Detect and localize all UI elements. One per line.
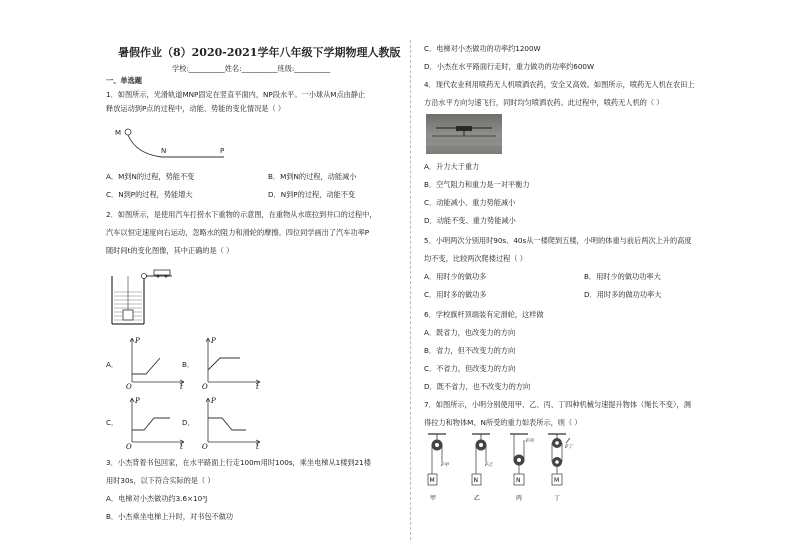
svg-text:t: t (256, 443, 259, 450)
section-heading: 一、单选题 (106, 76, 142, 85)
svg-text:O: O (126, 443, 132, 450)
info-line: 学校:__________姓名:__________班级:__________ (172, 64, 331, 73)
svg-text:N: N (516, 477, 521, 484)
q4-option-c[interactable]: C．动能减小、重力势能减小 (424, 198, 516, 207)
label-n: N (161, 147, 167, 155)
q6-line1: 6．学校旗杆顶端装有定滑轮，这样做 (424, 310, 544, 319)
q2-option-a-label[interactable]: A． (106, 360, 119, 369)
pulley-icon (142, 274, 147, 279)
q7-pulley-figure (424, 432, 594, 504)
q5-option-c[interactable]: C．用时多的做功多 (424, 290, 487, 299)
page-title: 暑假作业（8）2020-2021学年八年级下学期物理人教版 (118, 46, 401, 59)
pulley-bing (510, 434, 535, 502)
svg-text:O: O (202, 383, 208, 390)
pulley-yi (472, 434, 493, 502)
q4-option-a[interactable]: A．升力大于重力 (424, 162, 480, 171)
q3-option-d[interactable]: D．小杰在水平路面行走时，重力做功的功率约600W (424, 62, 595, 71)
q7-line1: 7．如图所示，小明分别使用甲、乙、丙、丁四种机械匀速提升物体（绳长不变），测 (424, 400, 691, 409)
column-divider (410, 40, 411, 540)
svg-text:F乙: F乙 (485, 463, 493, 468)
svg-text:O: O (202, 443, 208, 450)
q1-line2: 释放运动到P点的过程中，动能、势能的变化情况是（ ） (106, 104, 286, 113)
svg-text:甲: 甲 (430, 495, 437, 502)
heavy-object (123, 310, 133, 320)
q5-option-d[interactable]: D．用时多的做功功率大 (584, 290, 662, 299)
q3-line2: 用时30s，以下符合实际的是（ ） (106, 476, 215, 485)
q5-option-b[interactable]: B．用时少的做功功率大 (584, 272, 661, 281)
svg-text:丁: 丁 (554, 495, 561, 502)
svg-text:t: t (180, 383, 183, 390)
curved-track (128, 135, 162, 157)
q1-option-d[interactable]: D．N到P的过程，动能不变 (268, 190, 356, 199)
q7-line2: 得拉力和物体M、N所受的重力如表所示，则（ ） (424, 418, 582, 427)
q4-option-d[interactable]: D．动能不变、重力势能减小 (424, 216, 516, 225)
q2-line2: 汽车以恒定速度向右运动，忽略水的阻力和滑轮的摩擦。四位同学画出了汽车功率P (106, 228, 370, 237)
q2-graph-b[interactable] (200, 334, 266, 390)
svg-text:P: P (135, 397, 140, 405)
q1-line1: 1．如图所示，光滑轨道MNP固定在竖直平面内，NP段水平。一小球从M点由静止 (106, 90, 366, 99)
svg-text:P: P (211, 397, 216, 405)
q2-option-c-label[interactable]: C． (106, 418, 119, 427)
svg-text:P: P (211, 337, 216, 345)
svg-text:t: t (256, 383, 259, 390)
ball (125, 129, 131, 135)
svg-text:M: M (554, 477, 560, 484)
q5-line1: 5．小明两次分别用时90s、40s从一楼爬到五楼，小明的体重与前后两次上升的高度 (424, 236, 692, 245)
q4-line1: 4．现代农业利用喷药无人机喷洒农药，安全又高效。如图所示，喷药无人机在农田上 (424, 80, 695, 89)
car-icon (154, 270, 170, 275)
svg-text:O: O (126, 383, 132, 390)
label-m: M (115, 129, 122, 137)
drone-icon (426, 114, 502, 154)
drone-photo (426, 114, 502, 154)
svg-text:N: N (473, 477, 478, 484)
q5-option-a[interactable]: A．用时少的做功多 (424, 272, 487, 281)
svg-text:F丙: F丙 (526, 439, 534, 444)
q2-graph-d[interactable] (200, 394, 266, 450)
svg-text:F丁: F丁 (565, 445, 573, 450)
q3-option-b[interactable]: B．小杰乘坐电梯上升时，对书包不做功 (106, 512, 234, 521)
q2-well-figure (108, 268, 180, 326)
svg-text:乙: 乙 (474, 495, 481, 502)
q1-option-a[interactable]: A．M到N的过程，势能不变 (106, 172, 195, 181)
q1-track-figure (106, 124, 286, 164)
svg-text:t: t (180, 443, 183, 450)
q1-option-c[interactable]: C．N到P的过程，势能增大 (106, 190, 193, 199)
pulley-ding (548, 434, 574, 502)
q2-graph-a[interactable] (124, 334, 190, 390)
label-p: P (220, 147, 225, 155)
q2-option-b-label[interactable]: B． (182, 360, 195, 369)
q4-option-b[interactable]: B．空气阻力和重力是一对平衡力 (424, 180, 530, 189)
q1-option-b[interactable]: B．M到N的过程，动能减小 (268, 172, 357, 181)
q2-line1: 2．如图所示，是使用汽车打捞水下重物的示意图，在重物从水底拉到井口的过程中， (106, 210, 377, 219)
q6-option-b[interactable]: B．省力，但不改变力的方向 (424, 346, 516, 355)
svg-text:P: P (135, 337, 140, 345)
q6-option-d[interactable]: D．既不省力，也不改变力的方向 (424, 382, 531, 391)
svg-text:丙: 丙 (516, 495, 523, 502)
q3-line1: 3．小杰背着书包回家，在水平路面上行走100m用时100s，乘坐电梯从1楼到21楼 (106, 458, 371, 467)
q2-graph-c[interactable] (124, 394, 190, 450)
pulley-jia (428, 434, 449, 502)
q5-line2: 均不变，比较两次爬楼过程（ ） (424, 254, 527, 263)
q2-line3: 随时间t的变化图像，其中正确的是（ ） (106, 246, 234, 255)
q4-line2: 方沿水平方向匀速飞行，同时均匀喷洒农药。此过程中，喷药无人机的（ ） (424, 98, 664, 107)
q2-option-d-label[interactable]: D． (182, 418, 195, 427)
q3-option-c[interactable]: C．电梯对小杰做功的功率约1200W (424, 44, 541, 53)
q6-option-a[interactable]: A．既省力，也改变力的方向 (424, 328, 516, 337)
q6-option-c[interactable]: C．不省力，但改变力的方向 (424, 364, 516, 373)
q3-option-a[interactable]: A．电梯对小杰做功约3.6×10³J (106, 494, 208, 503)
svg-text:M: M (429, 477, 435, 484)
svg-text:F甲: F甲 (441, 463, 449, 468)
